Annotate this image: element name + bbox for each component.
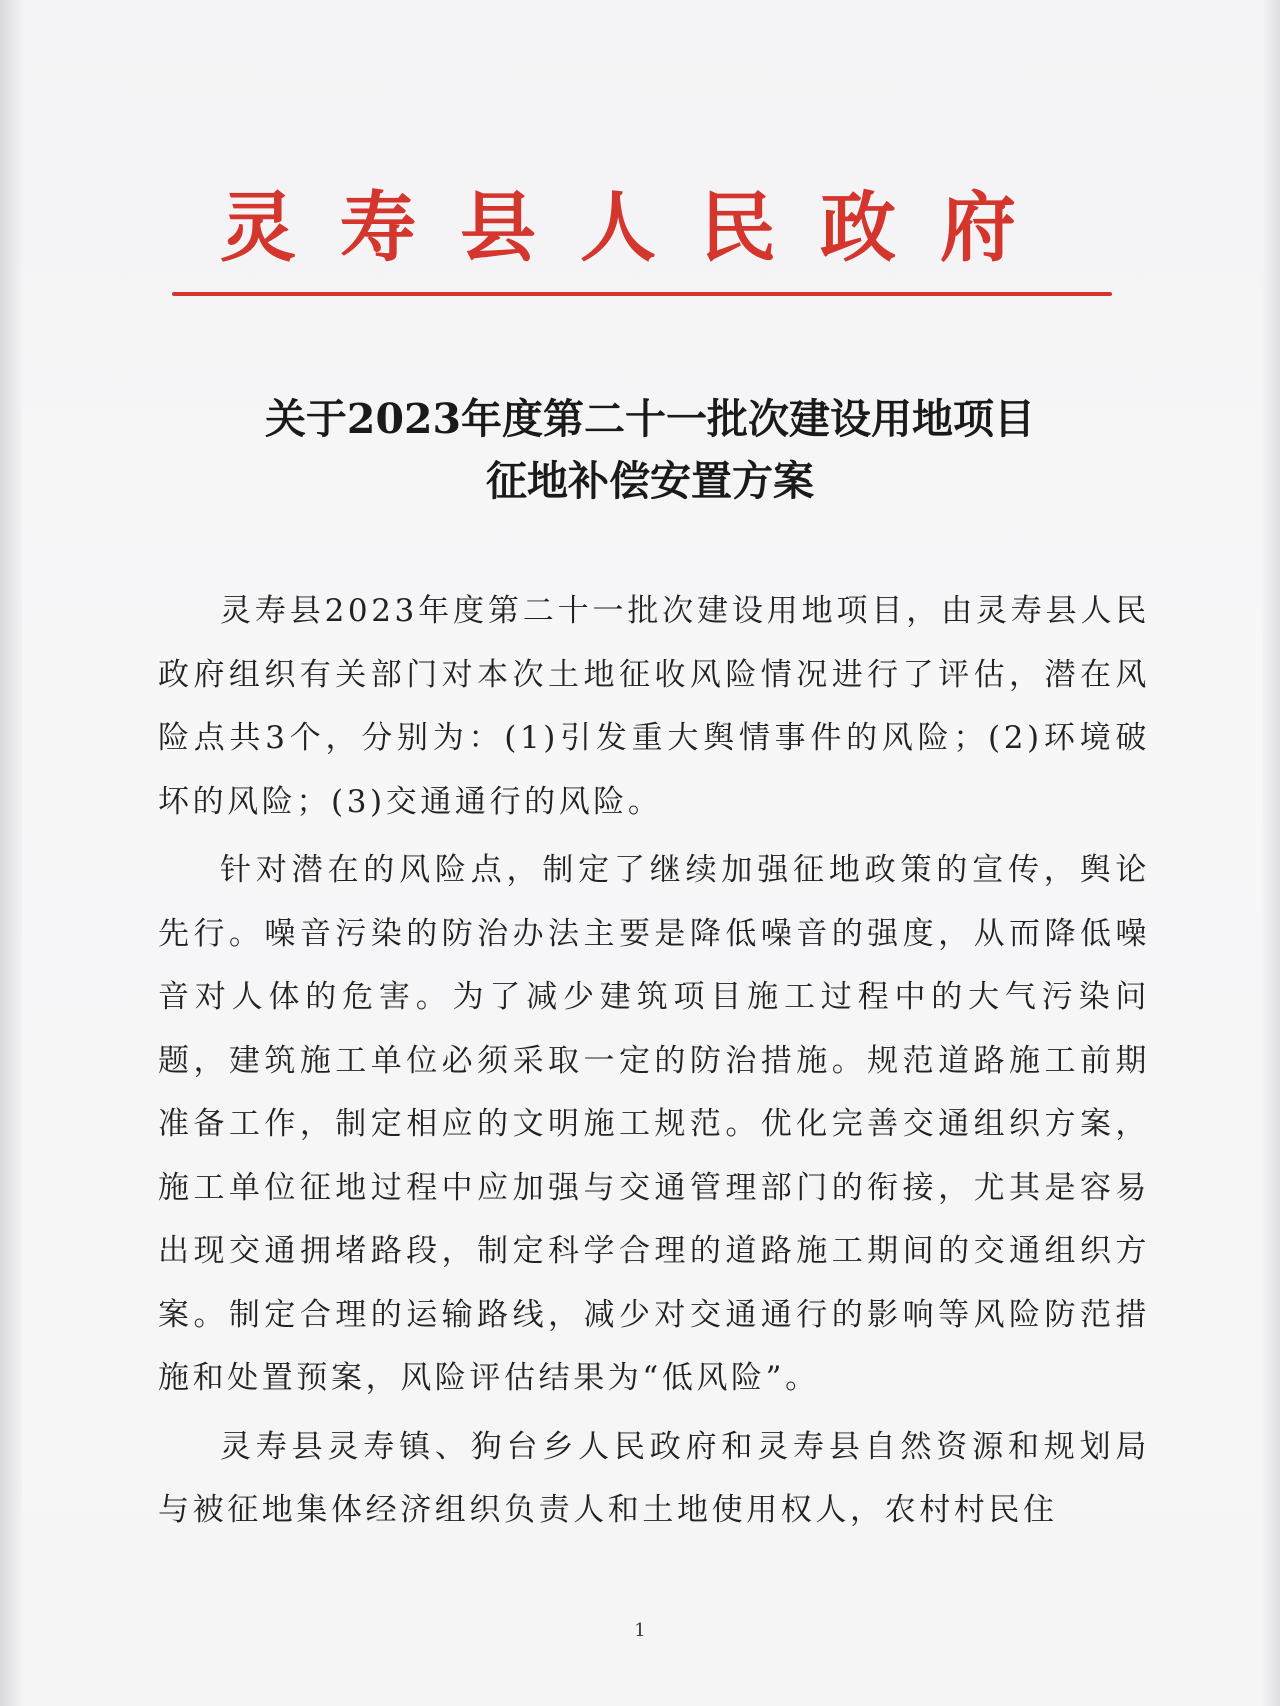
document-title-line-1: 关于2023年度第二十一批次建设用地项目 xyxy=(264,395,1036,443)
body-paragraph-2: 针对潜在的风险点，制定了继续加强征地政策的宣传，舆论先行。噪音污染的防治办法主要是降低噪音的强度，从而降低噪音对人体的危害。为了减少建筑项目施工过程中的大气污染问题，建筑施工单位必须采取一定的防治措施。规范道路施工前期准备工作，制定相应的文明施工规范。优化完善交通组织方案，施工单位征地过程中应加强与交通管理部门的衔接，尤其是容易出现交通拥堵路段，制定科学合理的道路施工期间的交通组织方案。制定合理的运输路线，减少对交通通行的影响等风险防范措施和处置预案，风险评估结果为“低风险”。 xyxy=(158,852,1150,1396)
document-body xyxy=(158,580,1150,1548)
document-title xyxy=(150,388,1150,512)
page-edge-shadow xyxy=(0,0,22,1706)
page-number: 1 xyxy=(634,1620,646,1641)
body-paragraph-3: 灵寿县灵寿镇、狗台乡人民政府和灵寿县自然资源和规划局与被征地集体经济组织负责人和土地使用权人，农村村民住 xyxy=(158,1428,1150,1528)
document-title-line-2: 征地补偿安置方案 xyxy=(486,457,814,505)
issuer-header: 灵寿县人民政府 xyxy=(220,183,1060,272)
red-divider-line xyxy=(172,292,1112,296)
page-edge-shadow-right xyxy=(1262,0,1280,1706)
body-paragraph-1: 灵寿县2023年度第二十一批次建设用地项目，由灵寿县人民政府组织有关部门对本次土地征收风险情况进行了评估，潜在风险点共3个，分别为：(1)引发重大舆情事件的风险；(2)环境破坏的风险；(3)交通通行的风险。 xyxy=(158,593,1150,820)
